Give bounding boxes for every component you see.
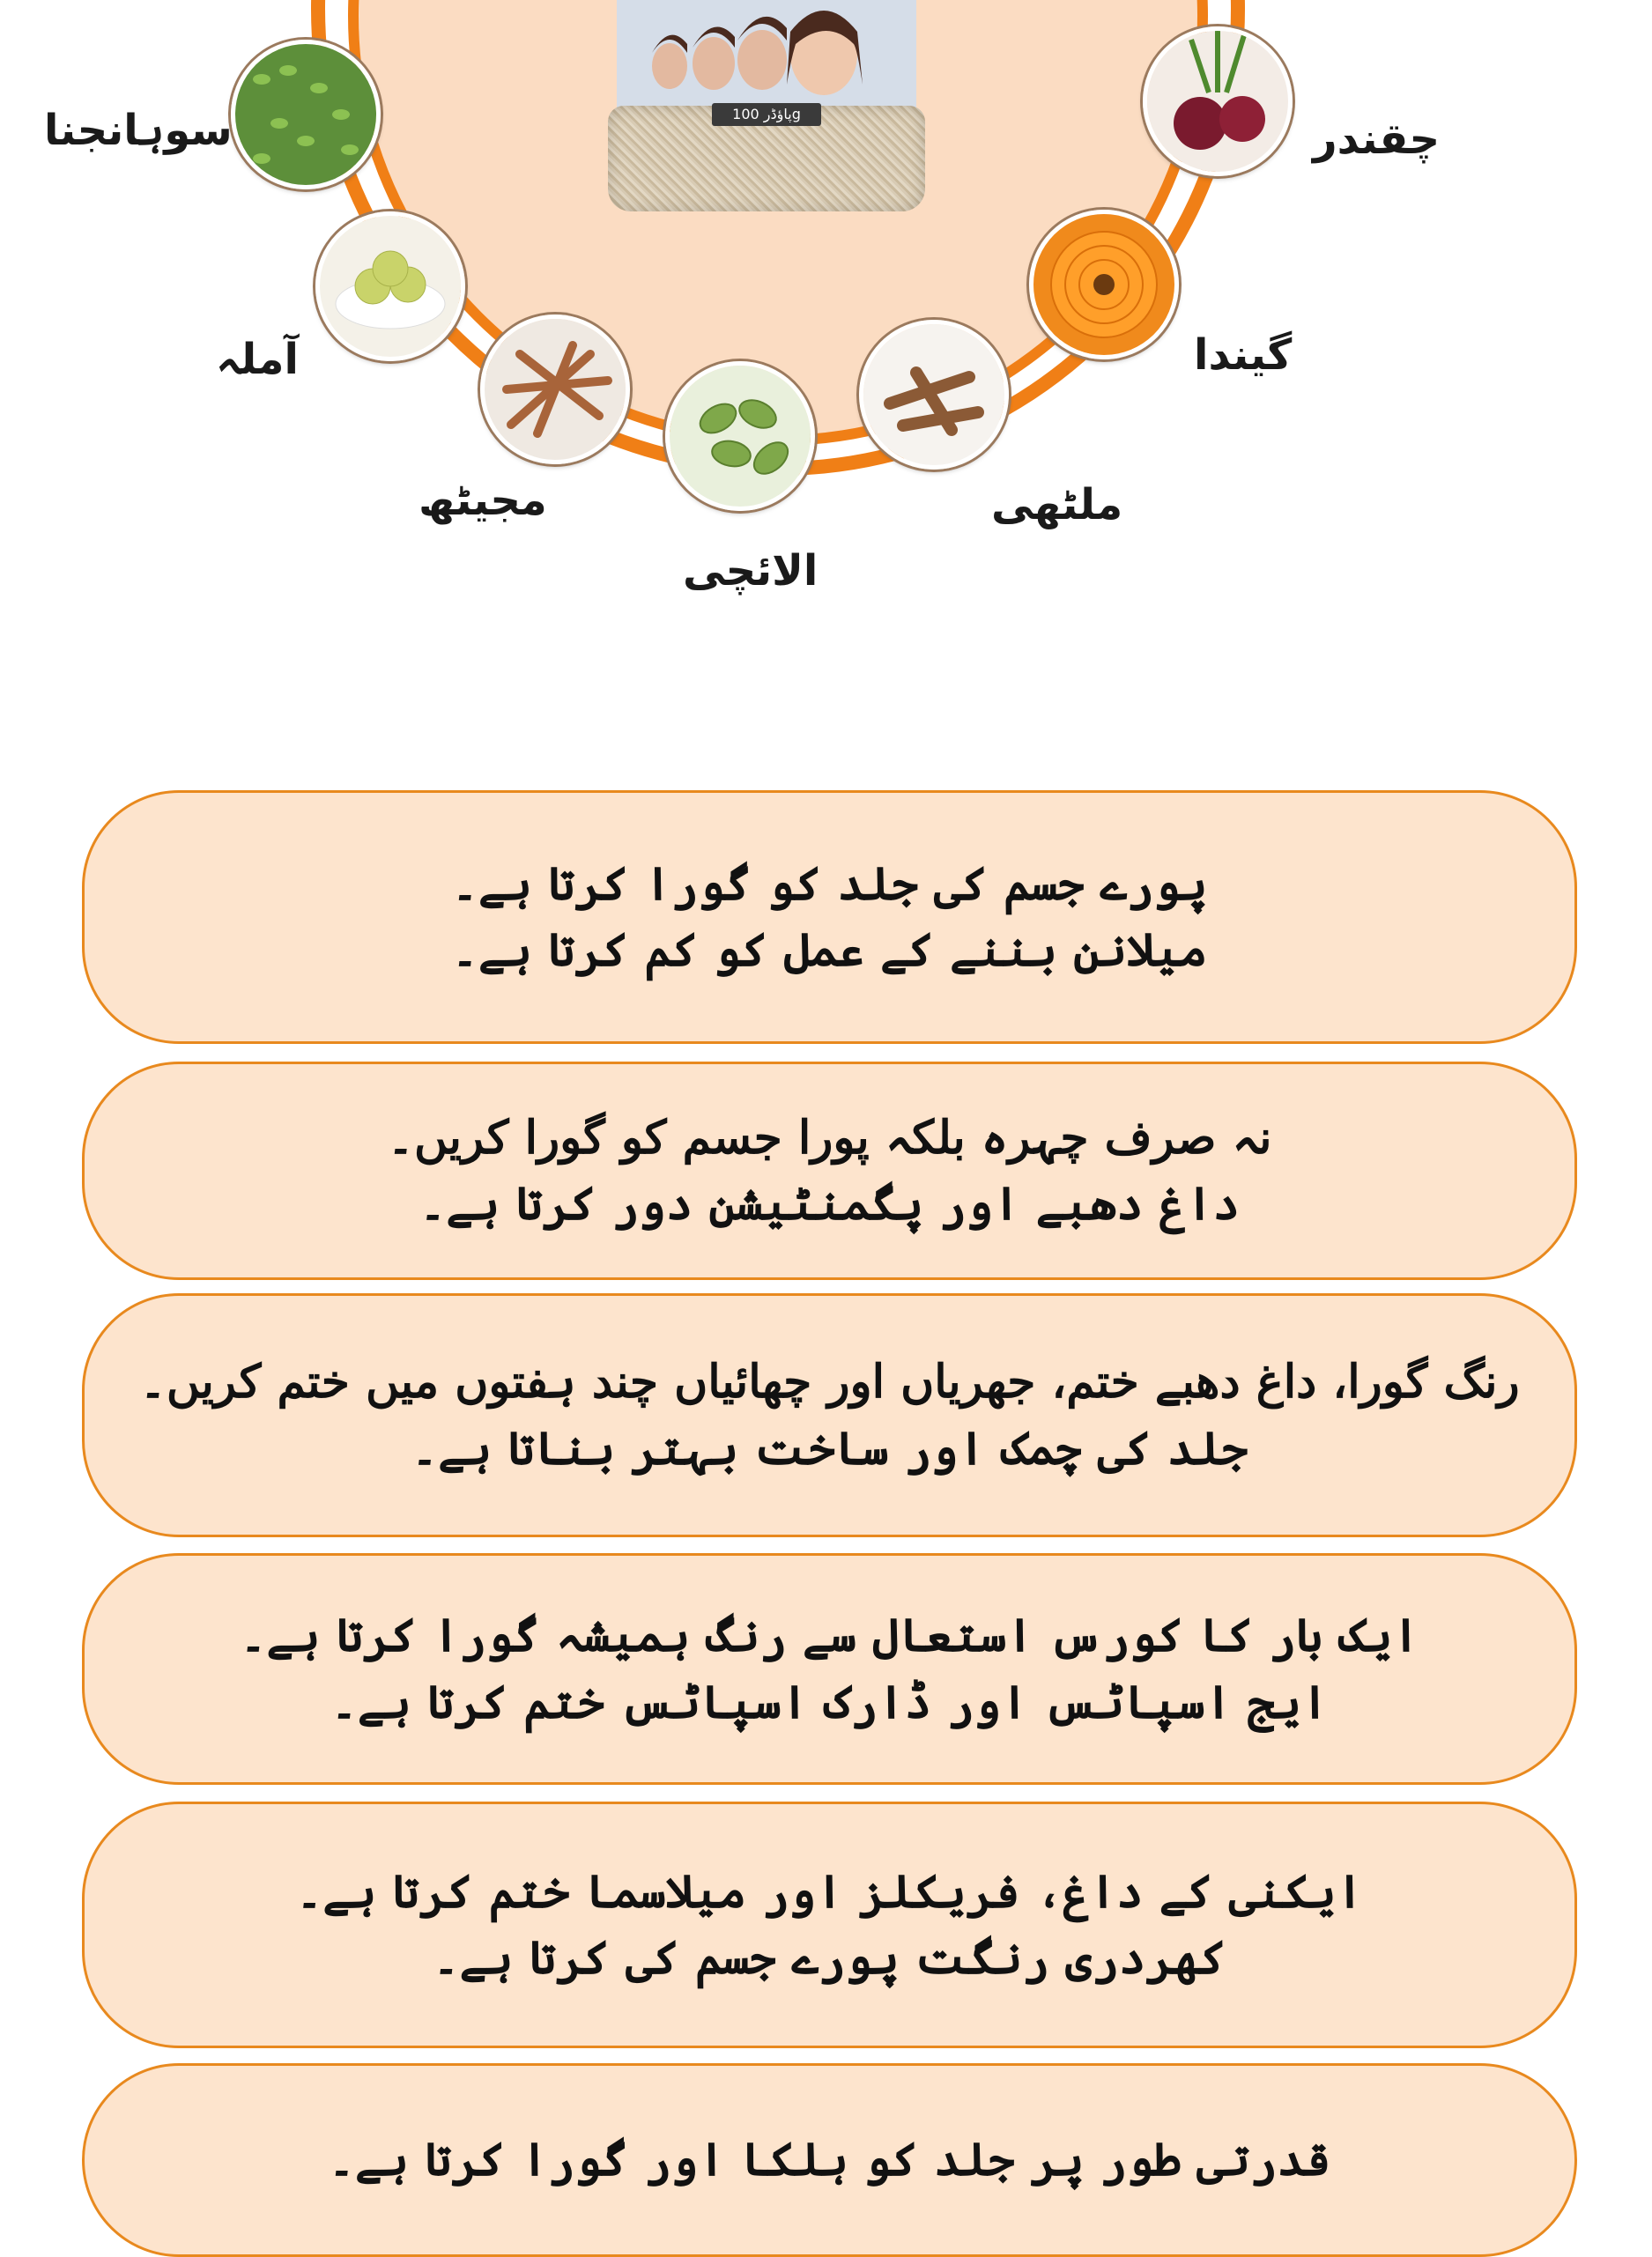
benefit-box <box>82 790 1577 1044</box>
ingredient-label-amla: آملہ <box>216 335 299 384</box>
benefit-line: میلانن بننے کے عمل کو کم کرتا ہے۔ <box>451 923 1208 977</box>
benefit-line: ایکنی کے داغ، فریکلز اور میلاسما ختم کرتا ہے۔ <box>295 1864 1364 1919</box>
ingredient-label-moringa: سوہانجنا <box>44 106 233 155</box>
product-jar <box>608 0 925 220</box>
ingredient-label-marigold: گیندا <box>1194 330 1293 380</box>
benefit-line: جلد کی چمک اور ساخت بہتر بناتا ہے۔ <box>411 1421 1248 1476</box>
faces-illustration <box>617 0 916 119</box>
jar-label <box>617 0 916 119</box>
benefit-line: نہ صرف چہرہ بلکہ پورا جسم کو گورا کریں۔ <box>387 1110 1272 1165</box>
marigold-flower-icon <box>1029 210 1179 359</box>
jar-size-label: پاؤڈر 100g <box>712 103 821 126</box>
benefit-line: ایج اسپاٹس اور ڈارک اسپاٹس ختم کرتا ہے۔ <box>330 1675 1329 1729</box>
licorice-root-icon <box>859 320 1009 470</box>
benefit-line: قدرتی طور پر جلد کو ہلکا اور گورا کرتا ہے۔ <box>328 2133 1331 2187</box>
ingredient-label-licorice: ملٹھی <box>991 480 1123 529</box>
majith-roots-icon <box>480 314 630 464</box>
beetroot-icon <box>1143 26 1293 176</box>
benefit-box <box>82 2063 1577 2257</box>
benefit-box <box>82 1802 1577 2048</box>
ingredient-label-cardamom: الائچی <box>683 546 819 596</box>
benefit-line: ایک بار کا کورس استعال سے رنگ ہمیشہ گورا کرتا ہے۔ <box>240 1609 1419 1663</box>
benefit-line: داغ دھبے اور پگمنٹیشن دور کرتا ہے۔ <box>419 1177 1241 1231</box>
amla-icon <box>315 211 465 361</box>
benefit-line: کھردری رنگت پورے جسم کی کرتا ہے۔ <box>433 1931 1226 1985</box>
cardamom-icon <box>665 361 815 511</box>
benefit-line: رنگ گورا، داغ دھبے ختم، جھریاں اور چھائیاں چند ہفتوں میں ختم کریں۔ <box>139 1355 1520 1410</box>
benefit-box <box>82 1293 1577 1537</box>
ingredient-label-beetroot: چقندر <box>1313 115 1441 164</box>
benefit-line: پورے جسم کی جلد کو گورا کرتا ہے۔ <box>451 856 1208 911</box>
moringa-leaves-icon <box>231 40 381 189</box>
ingredient-label-majith: مجیٹھ <box>419 476 547 525</box>
benefit-box <box>82 1553 1577 1785</box>
benefit-box <box>82 1062 1577 1280</box>
